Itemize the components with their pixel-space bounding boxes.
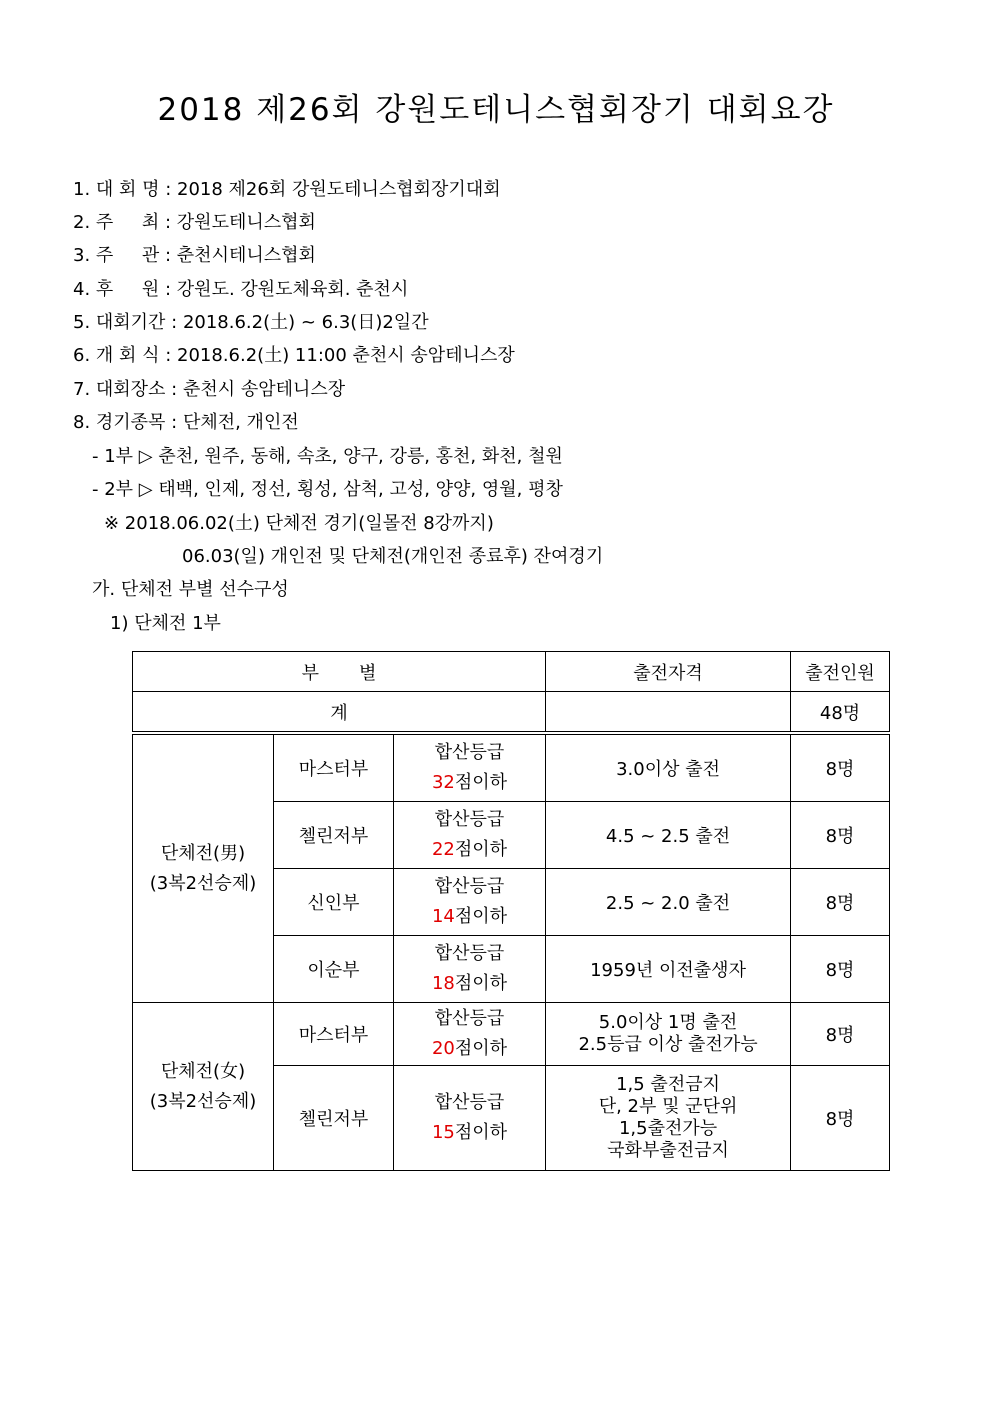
item-venue: 7. 대회장소 : 춘천시 송암테니스장 — [73, 379, 346, 400]
item-note-day1: ※ 2018.06.02(土) 단체전 경기(일몰전 8강까지) — [104, 513, 494, 534]
grade-label: 합산등급 — [434, 809, 505, 830]
qualification-line: 5.0이상 1명 출전 — [598, 1012, 738, 1033]
men-team-format: (3복2선승제) — [149, 872, 257, 894]
division-name: 첼린저부 — [274, 802, 394, 869]
item-events: 8. 경기종목 : 단체전, 개인전 — [73, 412, 299, 433]
qualification: 1959년 이전출생자 — [546, 936, 791, 1003]
item-note-day2: 06.03(일) 개인전 및 단체전(개인전 종료후) 잔여경기 — [182, 546, 604, 567]
qualification-line: 국화부출전금지 — [607, 1140, 729, 1161]
grade-limit — [394, 802, 546, 869]
points-suffix: 점이하 — [454, 772, 508, 793]
page-title: 2018 제26회 강원도테니스협회장기 대회요강 — [157, 92, 835, 128]
grade-label: 합산등급 — [434, 742, 505, 763]
item-period: 5. 대회기간 : 2018.6.2(土) ~ 6.3(日)2일간 — [73, 312, 429, 333]
players: 8명 — [791, 869, 890, 936]
points-suffix: 점이하 — [454, 839, 508, 860]
item-team-group1: 1) 단체전 1부 — [110, 613, 221, 634]
qualification — [546, 1003, 791, 1066]
qualification: 4.5 ~ 2.5 출전 — [546, 802, 791, 869]
item-team-composition: 가. 단체전 부별 선수구성 — [92, 579, 289, 600]
header-players: 출전인원 — [791, 652, 890, 692]
women-team-label — [133, 1003, 274, 1171]
table-row — [133, 1003, 890, 1066]
team-division-table — [132, 651, 890, 1171]
grade-label: 합산등급 — [434, 1008, 505, 1029]
women-team-format: (3복2선승제) — [149, 1090, 257, 1112]
qualification-line: 1,5출전가능 — [618, 1118, 718, 1139]
table-header-row — [133, 652, 890, 692]
total-players: 48명 — [791, 692, 890, 734]
grade-points — [394, 1118, 545, 1148]
points-value: 32 — [431, 772, 455, 793]
grade-label: 합산등급 — [434, 1092, 505, 1113]
total-label: 계 — [133, 692, 546, 734]
men-team-title: 단체전(男) — [160, 842, 246, 864]
table-row — [133, 733, 890, 802]
points-value: 22 — [431, 839, 455, 860]
header-qualification: 출전자격 — [546, 652, 791, 692]
item-sponsor: 4. 후 원 : 강원도. 강원도체육회. 춘천시 — [73, 279, 409, 300]
item-organizer: 3. 주 관 : 춘천시테니스협회 — [73, 245, 316, 266]
total-qualification — [546, 692, 791, 734]
qualification: 2.5 ~ 2.0 출전 — [546, 869, 791, 936]
points-suffix: 점이하 — [454, 1038, 508, 1059]
header-division: 부 별 — [133, 652, 546, 692]
players: 8명 — [791, 1003, 890, 1066]
players: 8명 — [791, 802, 890, 869]
points-suffix: 점이하 — [454, 973, 508, 994]
grade-limit — [394, 869, 546, 936]
grade-limit — [394, 1003, 546, 1066]
points-suffix: 점이하 — [454, 906, 508, 927]
grade-limit — [394, 733, 546, 802]
division-name: 첼린저부 — [274, 1066, 394, 1171]
item-group1: - 1부 ▷ 춘천, 원주, 동해, 속초, 양구, 강릉, 홍천, 화천, 철원 — [92, 446, 563, 467]
points-value: 20 — [431, 1038, 455, 1059]
qualification-line: 1,5 출전금지 — [616, 1074, 720, 1095]
grade-points — [394, 969, 545, 999]
women-team-title: 단체전(女) — [160, 1060, 246, 1082]
qualification-line: 단, 2부 및 군단위 — [598, 1096, 738, 1117]
players: 8명 — [791, 733, 890, 802]
qualification: 3.0이상 출전 — [546, 733, 791, 802]
points-value: 18 — [431, 973, 455, 994]
division-name: 이순부 — [274, 936, 394, 1003]
division-name: 신인부 — [274, 869, 394, 936]
item-opening: 6. 개 회 식 : 2018.6.2(土) 11:00 춘천시 송암테니스장 — [73, 345, 515, 366]
qualification-line: 2.5등급 이상 출전가능 — [578, 1034, 758, 1055]
players: 8명 — [791, 936, 890, 1003]
total-row — [133, 692, 890, 734]
grade-limit — [394, 936, 546, 1003]
item-host: 2. 주 최 : 강원도테니스협회 — [73, 212, 316, 233]
grade-points — [394, 835, 545, 865]
points-suffix: 점이하 — [454, 1122, 508, 1143]
grade-limit — [394, 1066, 546, 1171]
grade-points — [394, 1034, 545, 1064]
item-event-name: 1. 대 회 명 : 2018 제26회 강원도테니스협회장기대회 — [73, 179, 501, 200]
men-team-label — [133, 733, 274, 1003]
qualification — [546, 1066, 791, 1171]
division-name: 마스터부 — [274, 733, 394, 802]
points-value: 15 — [431, 1122, 455, 1143]
grade-points — [394, 902, 545, 932]
points-value: 14 — [431, 906, 455, 927]
players: 8명 — [791, 1066, 890, 1171]
item-group2: - 2부 ▷ 태백, 인제, 정선, 횡성, 삼척, 고성, 양양, 영월, 평창 — [92, 479, 563, 500]
grade-points — [394, 768, 545, 798]
division-name: 마스터부 — [274, 1003, 394, 1066]
grade-label: 합산등급 — [434, 876, 505, 897]
grade-label: 합산등급 — [434, 943, 505, 964]
